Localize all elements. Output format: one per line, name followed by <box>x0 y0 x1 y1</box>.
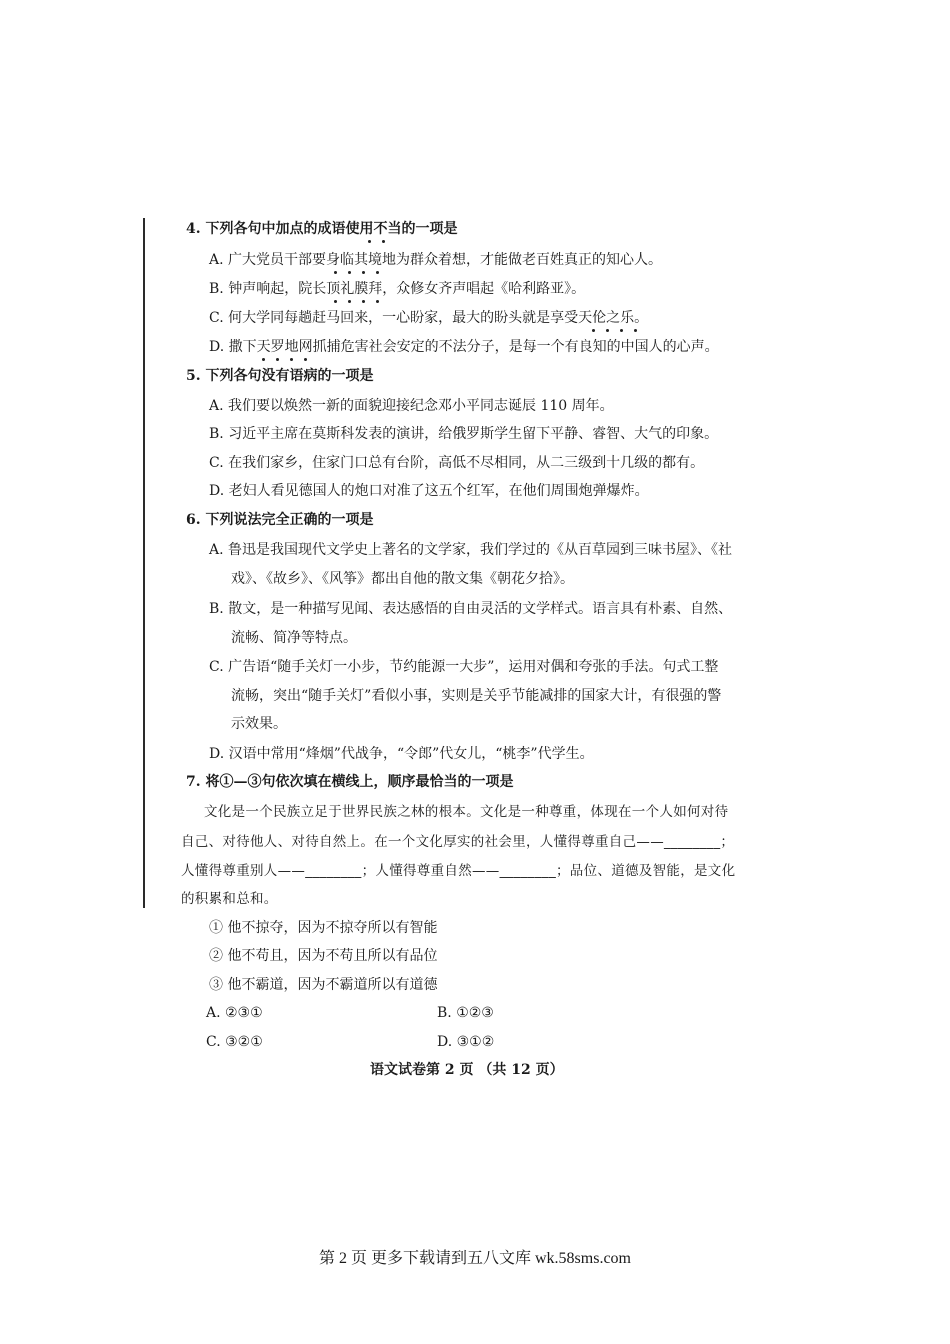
question-6-option-c-continued: 流畅，突出“随手关灯”看似小事，实则是关乎节能减排的国家大计，有很强的警 <box>231 688 722 704</box>
emphasis-dot <box>334 271 337 274</box>
question-7-passage-line: 文化是一个民族立足于世界民族之林的根本。文化是一种尊重，体现在一个人如何对待 <box>204 804 729 820</box>
emphasis-dot <box>362 300 365 303</box>
question-6-option-c: C. 广告语“随手关灯一小步，节约能源一大步”，运用对偶和夸张的手法。句式工整 <box>209 659 719 675</box>
question-6-option-b: B. 散文，是一种描写见闻、表达感悟的自由灵活的文学样式。语言具有朴素、自然、 <box>209 601 733 617</box>
question-6-option-d: D. 汉语中常用“烽烟”代战争，“令郎”代女儿，“桃李”代学生。 <box>209 746 594 762</box>
emphasis-dot <box>634 329 637 332</box>
question-7-choice-d: D. ③①② <box>437 1034 495 1050</box>
question-6-option-a: A. 鲁迅是我国现代文学史上著名的文学家，我们学过的《从百草园到三味书屋》、《社 <box>209 542 733 558</box>
emphasis-dot <box>334 300 337 303</box>
emphasis-dot <box>276 358 279 361</box>
question-7-choice-b: B. ①②③ <box>437 1005 494 1021</box>
question-6-option-c-continued-2: 示效果。 <box>231 716 287 732</box>
question-5-stem: 5. 下列各句没有语病的一项是 <box>186 368 374 384</box>
question-6-option-b-continued: 流畅、简净等特点。 <box>231 630 357 646</box>
question-5-option-d: D. 老妇人看见德国人的炮口对准了这五个红军，在他们周围炮弹爆炸。 <box>209 483 649 499</box>
download-footer: 第 2 页 更多下载请到五八文库 wk.58sms.com <box>318 1250 631 1267</box>
emphasis-dot <box>348 300 351 303</box>
exam-page-label: 语文试卷第 2 页 （共 12 页） <box>370 1062 564 1078</box>
question-7-passage-line: 人懂得尊重别人——________；人懂得尊重自然——________；品位、道德及智能，是文化 <box>181 863 736 879</box>
binding-margin-line <box>143 218 145 908</box>
emphasis-dot <box>606 329 609 332</box>
emphasis-dot <box>382 240 385 243</box>
question-4-option-b: B. 钟声响起，院长顶礼膜拜，众修女齐声唱起《哈利路亚》。 <box>209 281 586 297</box>
emphasis-dot <box>376 271 379 274</box>
question-6-option-a-continued: 戏》、《故乡》、《风筝》都出自他的散文集《朝花夕拾》。 <box>231 571 574 587</box>
question-4-option-a: A. 广大党员干部要身临其境地为群众着想，才能做老百姓真正的知心人。 <box>209 252 663 268</box>
emphasis-dot <box>262 358 265 361</box>
emphasis-dot <box>592 329 595 332</box>
question-7-passage-line: 的积累和总和。 <box>181 891 278 907</box>
question-7-sentence-1: ① 他不掠夺，因为不掠夺所以有智能 <box>209 920 438 936</box>
emphasis-dot <box>620 329 623 332</box>
emphasis-dot <box>348 271 351 274</box>
question-4-option-c: C. 何大学同每趟赶马回来，一心盼家，最大的盼头就是享受天伦之乐。 <box>209 310 649 326</box>
emphasis-dot <box>304 358 307 361</box>
question-7-choice-c: C. ③②① <box>206 1034 263 1050</box>
question-5-option-a: A. 我们要以焕然一新的面貌迎接纪念邓小平同志诞辰 110 周年。 <box>209 398 614 414</box>
question-7-choice-a: A. ②③① <box>206 1005 263 1021</box>
question-7-sentence-2: ② 他不苟且，因为不苟且所以有品位 <box>209 948 438 964</box>
emphasis-dot <box>368 240 371 243</box>
question-4-option-d: D. 撒下天罗地网抓捕危害社会安定的不法分子，是每一个有良知的中国人的心声。 <box>209 339 719 355</box>
question-7-stem: 7. 将①—③句依次填在横线上，顺序最恰当的一项是 <box>186 774 514 790</box>
question-6-stem: 6. 下列说法完全正确的一项是 <box>186 512 374 528</box>
emphasis-dot <box>290 358 293 361</box>
emphasis-dot <box>376 300 379 303</box>
question-5-option-b: B. 习近平主席在莫斯科发表的演讲，给俄罗斯学生留下平静、睿智、大气的印象。 <box>209 426 719 442</box>
question-7-sentence-3: ③ 他不霸道，因为不霸道所以有道德 <box>209 977 438 993</box>
question-4-stem: 4. 下列各句中加点的成语使用不当的一项是 <box>186 221 458 237</box>
emphasis-dot <box>362 271 365 274</box>
question-5-option-c: C. 在我们家乡，住家门口总有台阶，高低不尽相同，从二三级到十几级的都有。 <box>209 455 705 471</box>
question-7-passage-line: 自己、对待他人、对待自然上。在一个文化厚实的社会里，人懂得尊重自己——________； <box>181 834 735 850</box>
